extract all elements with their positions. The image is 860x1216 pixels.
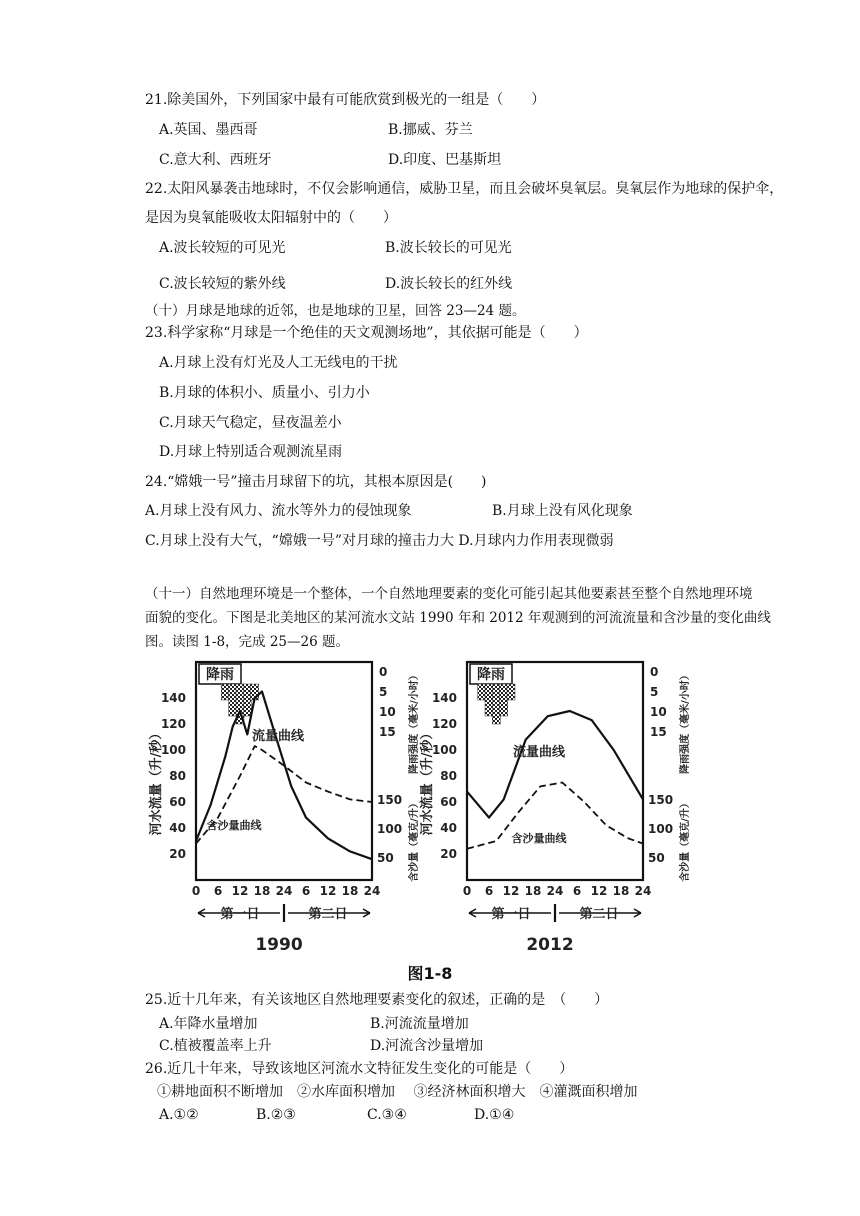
x-tick-label: 12 [319, 884, 337, 898]
left-axis-tick-label: 20 [169, 847, 186, 861]
q26-statements: ①耕地面积不断增加 ②水库面积增加 ③经济林面积增大 ④灌溉面积增加 [157, 1084, 638, 1100]
rain-bar [492, 684, 500, 724]
q23-stem: 23.科学家称“月球是一个绝佳的天文观测场地”，其依据可能是（ ） [145, 325, 588, 341]
q21-stem: 21.除美国外，下列国家中最有可能欣赏到极光的一组是（ ） [145, 92, 546, 108]
left-axis-label: 河水流量（升/秒） [420, 726, 435, 836]
rain-bar [478, 684, 486, 700]
left-axis-tick-label: 80 [440, 769, 457, 783]
chart-2012 [419, 662, 691, 955]
rain-bar [243, 684, 251, 716]
q26-option-c: C.③④ [367, 1107, 407, 1123]
right-bottom-tick-label: 50 [377, 851, 394, 865]
q22-option-a: A.波长较短的可见光 [159, 240, 286, 256]
right-bottom-tick-label: 100 [377, 822, 403, 836]
q24-option-a: A.月球上没有风力、流水等外力的侵蚀现象 [145, 503, 412, 519]
x-tick-label: 6 [572, 884, 582, 898]
rain-bar [229, 684, 237, 716]
q25-option-d: D.河流含沙量增加 [370, 1038, 484, 1054]
left-axis-tick-label: 100 [160, 743, 186, 757]
x-tick-label: 0 [462, 884, 472, 898]
right-axis-bottom-label: 含沙量（毫克/升） [680, 798, 691, 882]
right-axis-top-label: 降雨强度（毫米/小时） [409, 670, 420, 774]
x-tick-label: 12 [502, 884, 520, 898]
year-label: 1990 [255, 935, 303, 955]
q25-option-a: A.年降水量增加 [159, 1016, 258, 1032]
day1-label: 第一日 [491, 907, 531, 922]
left-axis-label: 河水流量（升/秒） [149, 726, 164, 836]
rain-bar [485, 684, 493, 716]
flow-curve-label: 流量曲线 [251, 729, 305, 744]
left-axis-tick-label: 100 [431, 743, 457, 757]
q26-option-a: A.①② [159, 1107, 199, 1123]
q21-option-b: B.挪威、芬兰 [388, 122, 473, 138]
section-11-intro-line3: 图。读图 1-8，完成 25—26 题。 [145, 634, 349, 650]
x-tick-label: 18 [612, 884, 630, 898]
q25-stem: 25.近十几年来，有关该地区自然地理要素变化的叙述，正确的是 （ ） [145, 992, 609, 1008]
q22-option-d: D.波长较长的红外线 [385, 276, 513, 292]
x-tick-label: 6 [484, 884, 494, 898]
q24-option-cd: C.月球上没有大气，“嫦娥一号”对月球的撞击力大 D.月球内力作用表现微弱 [145, 533, 614, 549]
q24-stem: 24.“嫦娥一号”撞击月球留下的坑，其根本原因是( ) [145, 474, 487, 490]
x-tick-label: 18 [253, 884, 271, 898]
x-tick-label: 12 [590, 884, 608, 898]
right-top-tick-label: 0 [379, 665, 388, 679]
left-axis-tick-label: 140 [431, 691, 457, 705]
sediment-curve-label: 含沙量曲线 [511, 832, 567, 845]
q23-option-c: C.月球天气稳定，昼夜温差小 [159, 415, 342, 431]
day1-label: 第一日 [220, 907, 260, 922]
x-tick-label: 6 [301, 884, 311, 898]
right-bottom-tick-label: 100 [648, 822, 674, 836]
q25-option-c: C.植被覆盖率上升 [159, 1038, 272, 1054]
q23-option-d: D.月球上特别适合观测流星雨 [159, 444, 343, 460]
rain-bar [221, 684, 229, 700]
q23-option-b: B.月球的体积小、质量小、引力小 [159, 385, 370, 401]
right-top-tick-label: 15 [650, 725, 667, 739]
right-bottom-tick-label: 50 [648, 851, 665, 865]
q25-option-b: B.河流流量增加 [370, 1016, 469, 1032]
x-tick-label: 24 [546, 884, 564, 898]
day2-label: 第二日 [308, 907, 348, 922]
rain-label: 降雨 [206, 667, 234, 683]
right-top-tick-label: 5 [379, 685, 388, 699]
right-axis-bottom-label: 含沙量（毫克/升） [409, 798, 420, 882]
q24-option-b: B.月球上没有风化现象 [492, 503, 633, 519]
q22-stem-line2: 是因为臭氧能吸收太阳辐射中的（ ） [145, 210, 397, 226]
q26-stem: 26.近几十年来，导致该地区河流水文特征发生变化的可能是（ ） [145, 1061, 574, 1077]
x-tick-label: 6 [213, 884, 223, 898]
q23-option-a: A.月球上没有灯光及人工无线电的干扰 [159, 355, 398, 371]
section-10-intro: （十）月球是地球的近邻，也是地球的卫星，回答 23—24 题。 [145, 303, 526, 319]
left-axis-tick-label: 40 [169, 821, 186, 835]
x-tick-label: 12 [231, 884, 249, 898]
q21-option-d: D.印度、巴基斯坦 [388, 152, 502, 168]
x-tick-label: 24 [363, 884, 381, 898]
left-axis-tick-label: 120 [431, 717, 457, 731]
flow-curve-label: 流量曲线 [512, 745, 566, 760]
flow-curve [467, 711, 643, 818]
right-bottom-tick-label: 150 [648, 793, 674, 807]
section-11-intro-line1: （十一）自然地理环境是一个整体，一个自然地理要素的变化可能引起其他要素甚至整个自然地理环境 [145, 586, 753, 602]
q21-option-a: A.英国、墨西哥 [159, 122, 258, 138]
rain-bar [500, 684, 508, 716]
x-tick-label: 24 [275, 884, 293, 898]
year-label: 2012 [526, 935, 574, 955]
x-tick-label: 18 [341, 884, 359, 898]
sediment-curve-label: 含沙量曲线 [206, 819, 262, 832]
q22-stem-line1: 22.太阳风暴袭击地球时，不仅会影响通信，威胁卫星，而且会破坏臭氧层。臭氧层作为地球的保护伞， [145, 181, 784, 197]
right-top-tick-label: 0 [650, 665, 659, 679]
left-axis-tick-label: 140 [160, 691, 186, 705]
rain-label: 降雨 [477, 667, 505, 683]
q22-option-c: C.波长较短的紫外线 [159, 276, 286, 292]
q22-option-b: B.波长较长的可见光 [385, 240, 512, 256]
right-axis-top-label: 降雨强度（毫米/小时） [680, 670, 691, 774]
x-tick-label: 18 [524, 884, 542, 898]
x-tick-label: 0 [191, 884, 201, 898]
rain-bar [507, 684, 515, 700]
left-axis-tick-label: 60 [169, 795, 186, 809]
right-top-tick-label: 15 [379, 725, 396, 739]
left-axis-tick-label: 120 [160, 717, 186, 731]
x-tick-label: 24 [634, 884, 652, 898]
flow-curve [196, 692, 372, 860]
right-top-tick-label: 5 [650, 685, 659, 699]
q26-option-d: D.①④ [474, 1107, 515, 1123]
figure-1-8 [146, 652, 692, 958]
q21-option-c: C.意大利、西班牙 [159, 152, 272, 168]
chart-1990 [148, 662, 420, 955]
section-11-intro-line2: 面貌的变化。下图是北美地区的某河流水文站 1990 年和 2012 年观测到的河流流量和含沙量的变化曲线 [145, 610, 771, 626]
q26-option-b: B.②③ [256, 1107, 296, 1123]
left-axis-tick-label: 20 [440, 847, 457, 861]
day2-label: 第二日 [579, 907, 619, 922]
right-top-tick-label: 10 [379, 705, 396, 719]
left-axis-tick-label: 40 [440, 821, 457, 835]
right-top-tick-label: 10 [650, 705, 667, 719]
figure-caption: 图1-8 [407, 964, 453, 983]
right-bottom-tick-label: 150 [377, 793, 403, 807]
left-axis-tick-label: 60 [440, 795, 457, 809]
left-axis-tick-label: 80 [169, 769, 186, 783]
